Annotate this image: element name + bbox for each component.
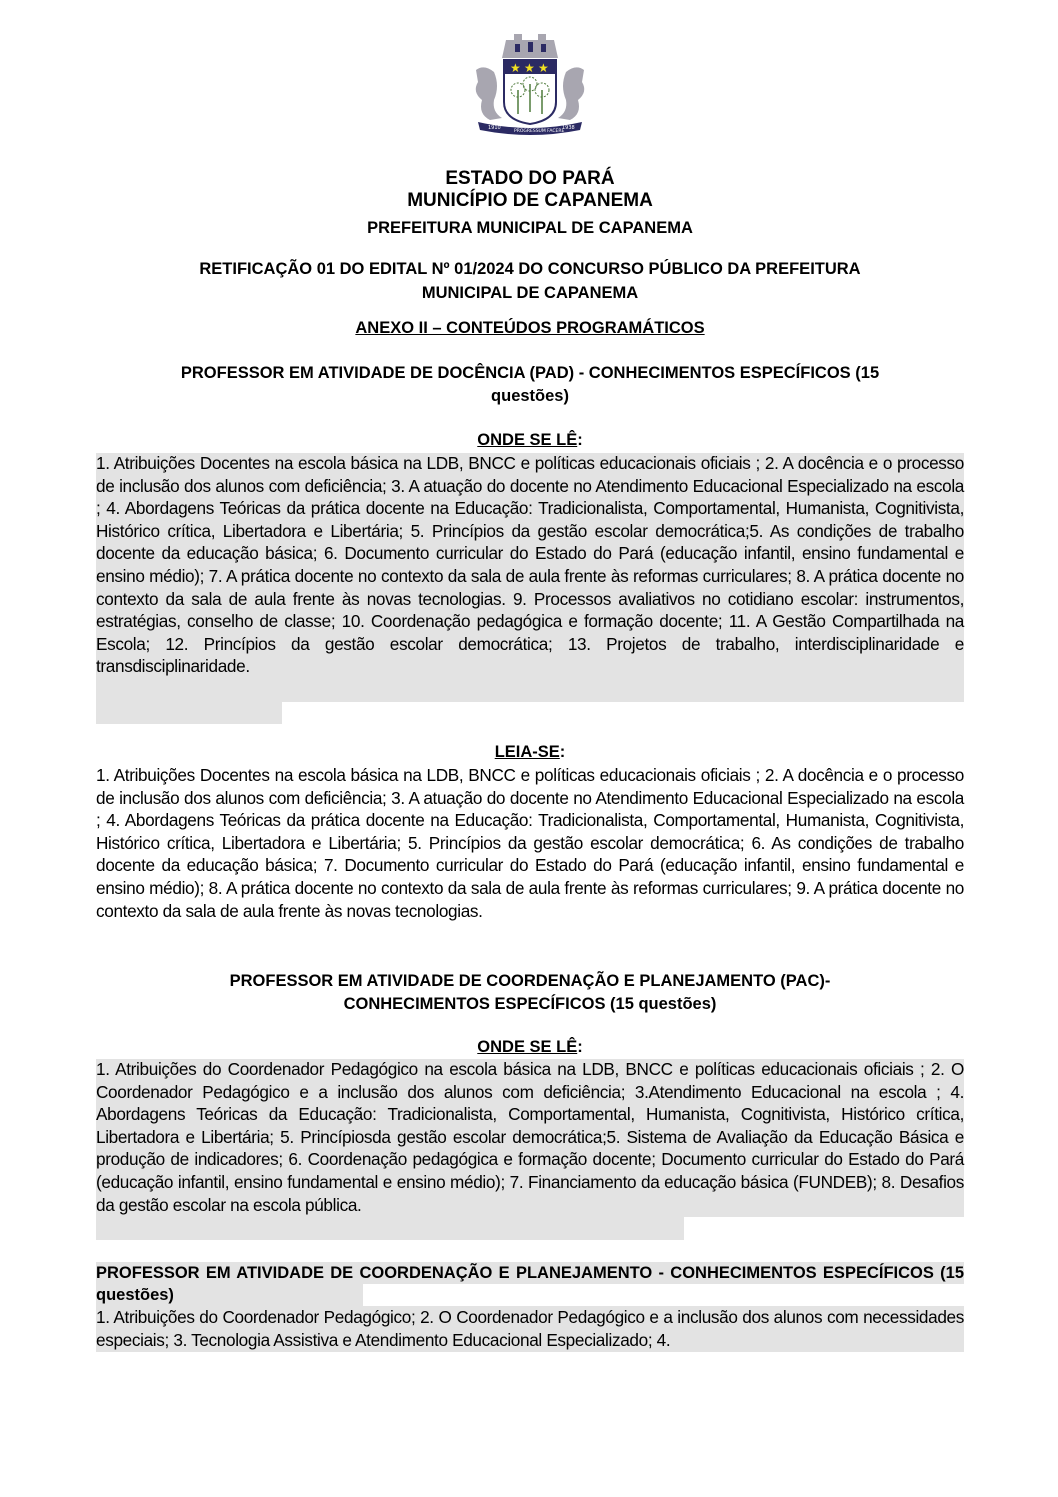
svg-text:PROGRESSUM FACERE: PROGRESSUM FACERE (514, 129, 565, 134)
section-title-pac (96, 970, 964, 1016)
svg-text:★: ★ (524, 61, 535, 75)
municipality-name: MUNICÍPIO DE CAPANEMA (407, 190, 653, 211)
highlight-background-tail (96, 1217, 684, 1240)
section-title-line-2: questões) (491, 387, 569, 405)
where-reads-label-text: ONDE SE LÊ (477, 431, 578, 449)
read-as-label-text: LEIA-SE (494, 743, 560, 761)
annex-title: ANEXO II – CONTEÚDOS PROGRAMÁTICOS (355, 319, 705, 337)
section-title-line-1: PROFESSOR EM ATIVIDADE DE COORDENAÇÃO E PLANEJAMENTO (PAC)- (229, 972, 831, 990)
section-title-coordination: PROFESSOR EM ATIVIDADE DE COORDENAÇÃO E PLANEJAMENTO - CONHECIMENTOS ESPECÍFICOS (15 questões) (96, 1264, 964, 1304)
rectification-title-line-2: MUNICIPAL DE CAPANEMA (421, 284, 639, 302)
read-as-label: LEIA-SE: (494, 743, 566, 761)
section-text: 1. Atribuições do Coordenador Pedagógico; 2. O Coordenador Pedagógico e a inclusão dos alunos com necessidades especiais; 3. Tecnologia Assistiva e Atendimento Educacional Especializado; 4. (96, 1307, 964, 1350)
where-reads-label: ONDE SE LÊ: (477, 431, 583, 449)
section-title-pad (96, 362, 964, 408)
state-name: ESTADO DO PARÁ (445, 168, 615, 189)
svg-text:★: ★ (538, 61, 549, 75)
svg-text:1910: 1910 (488, 125, 501, 131)
document-header (96, 168, 964, 212)
prefecture-name: PREFEITURA MUNICIPAL DE CAPANEMA (367, 219, 693, 237)
where-reads-label: ONDE SE LÊ: (477, 1038, 583, 1056)
svg-text:1938: 1938 (562, 125, 575, 131)
where-reads-text: 1. Atribuições do Coordenador Pedagógico na escola básica na LDB, BNCC e políticas educacionais oficiais ; 2. O Coordenador Pedagógico e a inclusão dos alunos com deficiência; 3.Atendimento Educacional na escola ; 4. Abordagens Teóricas da Educação: Tradicionalista, Comportamental, Humanista, Cognitivista, Histórico crítica, Libertadora e Libertária; 5. Princípiosda gestão escolar democrática;5. Sistema de Avaliação da Educação Básica e produção de indicadores; 6. Coordenação pedagógica e formação docente; Documento curricular do Estado do Pará (educação infantil, ensino fundamental e ensino médio); 7. Financiamento da educação básica (FUNDEB); 8. Desafios da gestão escolar na escola pública. (96, 1059, 964, 1215)
rectification-title-line-1: RETIFICAÇÃO 01 DO EDITAL Nº 01/2024 DO CONCURSO PÚBLICO DA PREFEITURA (199, 260, 861, 278)
where-reads-text: 1. Atribuições Docentes na escola básica na LDB, BNCC e políticas educacionais oficiais ; 2. A docência e o processo de inclusão dos alunos com deficiência; 3. A atuação do docente no Atendimento Educacional Especializado na escola ; 4. Abordagens Teóricas da prática docente na Educação: Tradicionalista, Comportamental, Humanista, Cognitivista, Histórico crítica, Libertadora e Libertária; 5. Princípios da gestão escolar democrática;5. As condições de trabalho docente da educação básica; 6. Documento curricular do Estado do Pará (educação infantil, ensino fundamental e ensino médio); 7. A prática docente no contexto da sala de aula frente às reformas curriculares; 8. A prática docente no contexto da sala de aula frente às novas tecnologias. 9. Processos avaliativos no cotidiano escolar: instrumentos, estratégias, conselho de classe; 10. Coordenação pedagógica e formação docente; 11. A Gestão Compartilhada na Escola; 12. Princípios da gestão escolar democrática; 13. Projetos de trabalho, interdisciplinaridade e transdisciplinaridade. (96, 453, 964, 677)
section-title-line-2: CONHECIMENTOS ESPECÍFICOS (15 questões) (343, 995, 717, 1013)
where-reads-label-text: ONDE SE LÊ (477, 1038, 578, 1056)
section-title-line-1: PROFESSOR EM ATIVIDADE DE DOCÊNCIA (PAD) - CONHECIMENTOS ESPECÍFICOS (15 (180, 364, 880, 382)
svg-text:★: ★ (510, 61, 521, 75)
highlight-background-tail (96, 702, 282, 724)
rectification-title (96, 257, 964, 305)
municipal-coat-of-arms-icon (462, 30, 598, 136)
read-as-text: 1. Atribuições Docentes na escola básica na LDB, BNCC e políticas educacionais oficiais ; 2. A docência e o processo de inclusão dos alunos com deficiência; 3. A atuação do docente no Atendimento Educacional Especializado na escola ; 4. Abordagens Teóricas da prática docente na Educação: Tradicionalista, Comportamental, Humanista, Cognitivista, Histórico crítica, Libertadora e Libertária; 5. Princípios da gestão escolar democrática; 6. As condições de trabalho docente da educação básica; 7. Documento curricular do Estado do Pará (educação infantil, ensino fundamental e ensino médio); 8. A prática docente no contexto da sala de aula frente às reformas curriculares; 9. A prática docente no contexto da sala de aula frente às novas tecnologias. (96, 765, 964, 921)
